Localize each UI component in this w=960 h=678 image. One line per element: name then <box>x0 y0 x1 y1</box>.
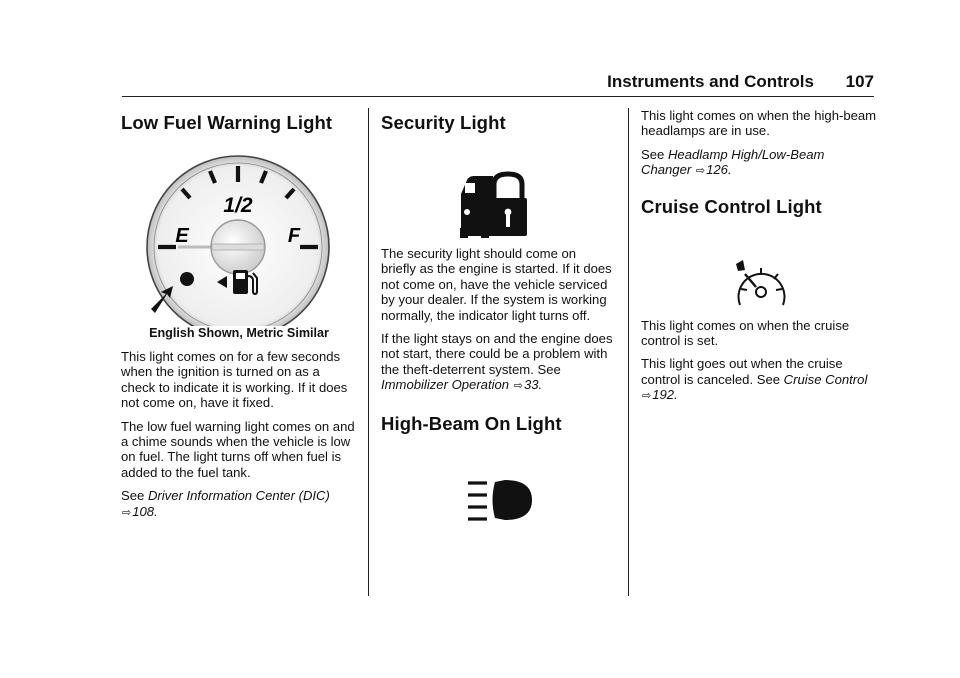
page-header <box>122 72 874 97</box>
security-paragraph-1: The security light should come on briefly as the engine is started. If it does not come on, have the vehicle serviced by your dealer. If the system is working normally, the indicator light turns off. <box>381 246 612 323</box>
page-ref-number[interactable]: 126. <box>706 162 732 178</box>
page-number: 107 <box>845 72 874 91</box>
cruise-control-heading: Cruise Control Light <box>641 195 822 217</box>
security-light-illustration <box>381 136 613 246</box>
security-car-lock-icon <box>460 174 527 238</box>
column-high-beam-cruise <box>641 108 877 413</box>
link-headlamp-high-low-beam-changer[interactable]: Headlamp High/Low-Beam Changer <box>641 146 825 178</box>
page-ref-number[interactable]: 108. <box>132 503 158 519</box>
low-fuel-dot-icon <box>180 272 194 286</box>
cruise-paragraph-2: This light goes out when the cruise control is canceled. See Cruise Control ⇨192. <box>641 356 868 403</box>
gauge-empty-label: E <box>175 225 189 247</box>
security-paragraph-2: If the light stays on and the engine does not start, there could be a problem with the theft-deterrent system. See Immobilizer Operation ⇨33. <box>381 331 613 393</box>
gauge-half-label: 1/2 <box>223 194 253 217</box>
high-beam-heading: High-Beam On Light <box>381 412 562 434</box>
page-ref-arrow-icon: ⇨ <box>122 506 132 519</box>
page-ref-arrow-icon: ⇨ <box>642 390 652 403</box>
high-beam-see-also: See Headlamp High/Low-Beam Changer ⇨126. <box>641 146 825 178</box>
high-beam-icon <box>468 480 532 520</box>
low-fuel-paragraph-2: The low fuel warning light comes on and a chime sounds when the vehicle is low on fuel. The light turns off when fuel is added to the fuel tank. <box>121 418 355 480</box>
column-divider-2 <box>628 108 629 596</box>
column-low-fuel <box>121 108 357 529</box>
security-heading: Security Light <box>381 112 506 133</box>
link-cruise-control[interactable]: Cruise Control <box>783 371 868 387</box>
link-driver-information-center[interactable]: Driver Information Center (DIC) <box>147 488 330 504</box>
high-beam-paragraph: This light comes on when the high-beam headlamps are in use. <box>641 108 877 139</box>
gauge-caption: English Shown, Metric Similar <box>149 326 329 340</box>
low-fuel-paragraph-1: This light comes on for a few seconds when the ignition is turned on as a check to indicate it is working. If it does not come on, have it fixed. <box>121 349 348 411</box>
section-title: Instruments and Controls <box>607 72 814 91</box>
fuel-gauge-illustration <box>121 136 357 326</box>
link-immobilizer-operation[interactable]: Immobilizer Operation <box>381 377 510 393</box>
cruise-paragraph-1: This light comes on when the cruise control is set. <box>641 317 850 349</box>
page-ref-number[interactable]: 33. <box>523 377 543 393</box>
page-ref-arrow-icon: ⇨ <box>513 380 523 393</box>
cruise-control-icon <box>736 260 785 305</box>
page-ref-number[interactable]: 192. <box>652 387 678 403</box>
fuel-pump-icon <box>233 270 257 294</box>
high-beam-illustration <box>381 437 613 547</box>
low-fuel-heading: Low Fuel Warning Light <box>121 112 333 133</box>
page-ref-arrow-icon: ⇨ <box>695 165 706 178</box>
column-security <box>381 108 613 547</box>
cruise-control-illustration <box>641 220 877 318</box>
gauge-full-label: F <box>287 225 301 247</box>
column-divider-1 <box>368 108 369 596</box>
low-fuel-see-also: See Driver Information Center (DIC) ⇨108. <box>121 488 330 519</box>
